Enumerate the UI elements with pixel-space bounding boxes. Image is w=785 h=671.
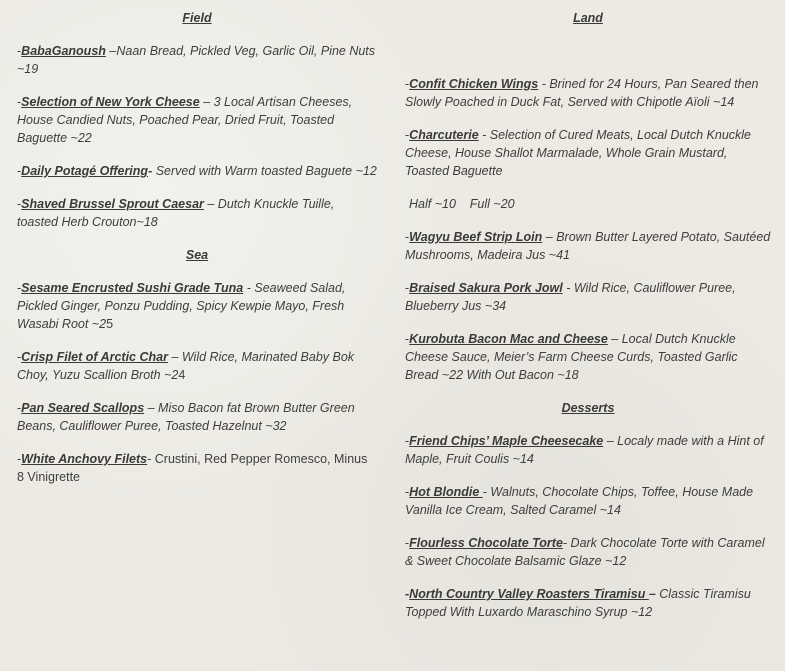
item-dash: - (405, 332, 410, 346)
menu-item-wagyu (405, 228, 771, 264)
item-description: – Dutch Knuckle Tuille, toasted Herb Crouton~18 (17, 197, 335, 229)
section-heading-sea: Sea (185, 248, 209, 262)
item-dash: - (17, 44, 22, 58)
item-description: – Wild Rice, Marinated Baby Bok Choy, Yuzu Scallion Broth ~2 (17, 350, 355, 382)
item-dash: - (17, 401, 22, 415)
item-description: - Wild Rice, Cauliflower Puree, Blueberry Jus ~34 (405, 281, 736, 313)
item-description: –Naan Bread, Pickled Veg, Garlic Oil, Pine Nuts ~19 (17, 44, 376, 76)
item-name: North Country Valley Roasters Tiramisu (409, 587, 649, 601)
item-description: - Dark Chocolate Torte with Caramel & Sweet Chocolate Balsamic Glaze ~12 (405, 536, 765, 568)
menu-item-potage (17, 162, 377, 180)
item-price-tail: 5 (106, 317, 114, 331)
section-heading-land: Land (573, 11, 603, 25)
menu-item-tiramisu (405, 585, 771, 621)
item-price-tail: 4 (178, 368, 186, 382)
menu-item-brussel-caesar (17, 195, 377, 231)
item-name: Crisp Filet of Arctic Char (21, 350, 168, 364)
item-name: Selection of New York Cheese (21, 95, 200, 109)
item-dash: - (405, 281, 410, 295)
item-description: - Brined for 24 Hours, Pan Seared then Slowly Poached in Duck Fat, Served with Chipotle Aïoli ~14 (405, 77, 759, 109)
menu-item-arctic-char (17, 348, 377, 384)
item-dash: - (405, 230, 410, 244)
menu-item-cheesecake (405, 432, 771, 468)
menu-item-ny-cheese (17, 93, 377, 147)
item-separator: – (648, 587, 656, 601)
menu-item-scallops (17, 399, 377, 435)
item-name: Charcuterie (409, 128, 479, 142)
right-column (405, 9, 771, 621)
item-description: Served with Warm toasted Baguete ~12 (152, 164, 377, 178)
item-description: Classic Tiramisu Topped With Luxardo Maraschino Syrup ~12 (405, 587, 751, 619)
menu-item-tuna (17, 279, 377, 333)
item-description: - Walnuts, Chocolate Chips, Toffee, House Made Vanilla Ice Cream, Salted Caramel ~14 (405, 485, 754, 517)
item-description: - Seaweed Salad, Pickled Ginger, Ponzu Pudding, Spicy Kewpie Mayo, Fresh Wasabi Root ~2 (17, 281, 346, 331)
item-name: Shaved Brussel Sprout Caesar (21, 197, 204, 211)
item-dash: - (17, 164, 22, 178)
section-heading-desserts: Desserts (561, 401, 615, 415)
item-name: Friend Chips’ Maple Cheesecake (409, 434, 604, 448)
item-dash: - (17, 281, 22, 295)
menu-item-hot-blondie (405, 483, 771, 519)
item-dash: - (17, 350, 22, 364)
item-dash: - (17, 452, 22, 466)
item-dash: - (405, 77, 410, 91)
item-description: - Crustini, Red Pepper Romesco, Minus 8 Vinigrette (17, 452, 368, 484)
menu-item-pork-jowl (405, 279, 771, 315)
item-name: Confit Chicken Wings (409, 77, 539, 91)
item-separator: - (148, 164, 153, 178)
charcuterie-half-full-price: Half ~10 Full ~20 (409, 197, 515, 211)
item-description: – 3 Local Artisan Cheeses, House Candied Nuts, Poached Pear, Dried Fruit, Toasted Baguette ~22 (17, 95, 353, 145)
menu-item-chocolate-torte (405, 534, 771, 570)
item-description: – Local Dutch Knuckle Cheese Sauce, Meier’s Farm Cheese Curds, Toasted Garlic Bread ~22 With Out Bacon ~18 (405, 332, 738, 382)
item-name: Flourless Chocolate Torte (409, 536, 563, 550)
item-name: Pan Seared Scallops (21, 401, 145, 415)
item-description: – Brown Butter Layered Potato, Sautéed Mushrooms, Madeira Jus ~41 (405, 230, 771, 262)
item-name: Hot Blondie (409, 485, 483, 499)
item-dash: - (405, 128, 410, 142)
item-name: Kurobuta Bacon Mac and Cheese (409, 332, 608, 346)
item-dash: - (405, 485, 410, 499)
item-dash: - (17, 95, 22, 109)
item-dash: - (405, 434, 410, 448)
menu-item-chicken-wings (405, 75, 771, 111)
item-name: White Anchovy Filets (21, 452, 148, 466)
item-name: Braised Sakura Pork Jowl (409, 281, 563, 295)
item-dash: - (405, 587, 410, 601)
item-name: Sesame Encrusted Sushi Grade Tuna (21, 281, 244, 295)
menu-item-babaganoush (17, 42, 377, 78)
menu-item-anchovy (17, 450, 377, 486)
item-description: – Localy made with a Hint of Maple, Fruit Coulis ~14 (405, 434, 764, 466)
section-heading-field: Field (182, 11, 212, 25)
item-name: BabaGanoush (21, 44, 106, 58)
item-dash: - (17, 197, 22, 211)
item-description: - Selection of Cured Meats, Local Dutch Knuckle Cheese, House Shallot Marmalade, Whole Grain Mustard, Toasted Baguette (405, 128, 752, 178)
menu-item-charcuterie (405, 126, 771, 180)
menu-item-mac-and-cheese (405, 330, 771, 384)
item-name: Wagyu Beef Strip Loin (409, 230, 543, 244)
left-column (17, 9, 377, 486)
item-description: – Miso Bacon fat Brown Butter Green Beans, Cauliflower Puree, Toasted Hazelnut ~32 (17, 401, 355, 433)
item-dash: - (405, 536, 410, 550)
item-name: Daily Potagé Offering (21, 164, 149, 178)
